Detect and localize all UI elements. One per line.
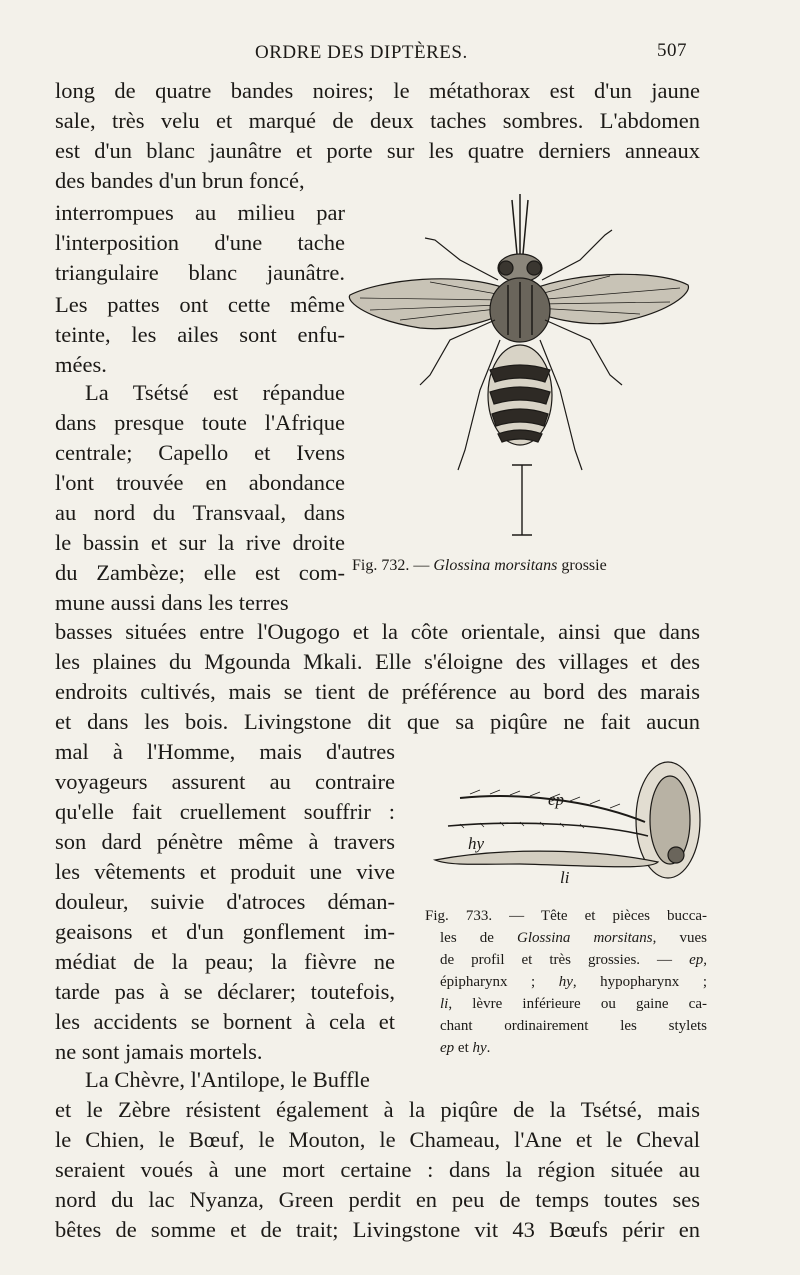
text-line: l'interposition d'une tache <box>55 230 345 255</box>
caption-line <box>440 994 707 1014</box>
caption-species: Glossina morsitans <box>517 930 653 946</box>
text-line: centrale; Capello et Ivens <box>55 440 345 465</box>
text-line: les accidents se bornent à cela et <box>55 1009 395 1034</box>
label-li-text: li <box>560 868 570 887</box>
text-line: qu'elle fait cruellement souffrir : <box>55 799 395 824</box>
text-line: mal à l'Homme, mais d'autres <box>55 739 395 764</box>
text-line: son dard pénètre même à travers <box>55 829 395 854</box>
text-line: geaisons et d'un gonflement im- <box>55 919 395 944</box>
caption-text: . <box>486 1040 491 1056</box>
caption-abbr: hy <box>558 974 573 990</box>
caption-text: , hypopharynx ; <box>572 974 707 990</box>
text-line: les vêtements et produit une vive <box>55 859 395 884</box>
text-line: interrompues au milieu par <box>55 200 345 225</box>
text-line: les plaines du Mgounda Mkali. Elle s'éloigne des villages et des <box>55 649 700 674</box>
text-line: ne sont jamais mortels. <box>55 1039 263 1064</box>
text-line: le bassin et sur la rive droite <box>55 530 345 555</box>
caption-line <box>440 972 707 992</box>
text-line: est d'un blanc jaunâtre et porte sur les quatre derniers anneaux <box>55 138 700 163</box>
label-ep-text: ep <box>548 790 565 809</box>
caption-text: et <box>454 1040 473 1056</box>
text-line: au nord du Transvaal, dans <box>55 500 345 525</box>
text-line: dans presque toute l'Afrique <box>55 410 345 435</box>
label-hy <box>468 834 484 854</box>
tsetse-fly-illustration <box>340 190 700 550</box>
figure-732-label: Fig. 732. — <box>352 557 434 574</box>
text-line: long de quatre bandes noires; le métathorax est d'un jaune <box>55 78 700 103</box>
caption-line: chant ordinairement les stylets <box>440 1018 707 1034</box>
caption-text: épipharynx ; <box>440 974 559 990</box>
caption-line <box>440 928 707 948</box>
figure-732-caption <box>352 556 607 576</box>
caption-text: , vues <box>652 930 707 946</box>
label-ep <box>548 790 564 810</box>
caption-text: , <box>703 952 707 968</box>
text-line: tarde pas à se déclarer; toutefois, <box>55 979 395 1004</box>
running-title: ORDRE DES DIPTÈRES. <box>255 42 468 63</box>
text-line: bêtes de somme et de trait; Livingstone vit 43 Bœufs périr en <box>55 1217 700 1242</box>
caption-abbr: ep <box>689 952 704 968</box>
text-line: basses situées entre l'Ougogo et la côte orientale, ainsi que dans <box>55 619 700 644</box>
text-line: l'ont trouvée en abondance <box>55 470 345 495</box>
figure-732-suffix: grossie <box>557 557 607 574</box>
label-hy-text: hy <box>468 834 485 853</box>
text-line: La Chèvre, l'Antilope, le Buffle <box>85 1067 370 1092</box>
text-line: mées. <box>55 352 107 377</box>
text-line: médiat de la peau; la fièvre ne <box>55 949 395 974</box>
text-line: endroits cultivés, mais se tient de préférence au bord des marais <box>55 679 700 704</box>
caption-line <box>440 950 707 970</box>
text-line: des bandes d'un brun foncé, <box>55 168 305 193</box>
caption-line <box>440 1038 490 1058</box>
caption-text: , lèvre inférieure ou gaine ca- <box>448 996 707 1012</box>
label-li <box>560 868 569 888</box>
figure-732-species: Glossina morsitans <box>433 557 558 574</box>
caption-text: les de <box>440 930 518 946</box>
page-number: 507 <box>657 40 687 61</box>
text-line: mune aussi dans les terres <box>55 590 289 615</box>
caption-abbr: li <box>440 996 449 1012</box>
text-line: du Zambèze; elle est com- <box>55 560 345 585</box>
text-line: La Tsétsé est répandue <box>85 380 345 405</box>
text-line: teinte, les ailes sont enfu- <box>55 322 345 347</box>
caption-abbr: hy <box>472 1040 487 1056</box>
text-line: sale, très velu et marqué de deux taches sombres. L'abdomen <box>55 108 700 133</box>
caption-abbr: ep <box>440 1040 455 1056</box>
text-line: Les pattes ont cette même <box>55 292 345 317</box>
text-line: et dans les bois. Livingstone dit que sa piqûre ne fait aucun <box>55 709 700 734</box>
text-line: voyageurs assurent au contraire <box>55 769 395 794</box>
text-line: seraient voués à une mort certaine : dans la région située au <box>55 1157 700 1182</box>
caption-text: de profil et très grossies. — <box>440 952 690 968</box>
running-header <box>55 38 695 68</box>
text-line: et le Zèbre résistent également à la piqûre de la Tsétsé, mais <box>55 1097 700 1122</box>
caption-line: Fig. 733. — Tête et pièces bucca- <box>425 908 707 924</box>
text-line: le Chien, le Bœuf, le Mouton, le Chameau, l'Ane et le Cheval <box>55 1127 700 1152</box>
text-line: triangulaire blanc jaunâtre. <box>55 260 345 285</box>
text-line: douleur, suivie d'atroces déman- <box>55 889 395 914</box>
text-line: nord du lac Nyanza, Green perdit en peu de temps toutes ses <box>55 1187 700 1212</box>
